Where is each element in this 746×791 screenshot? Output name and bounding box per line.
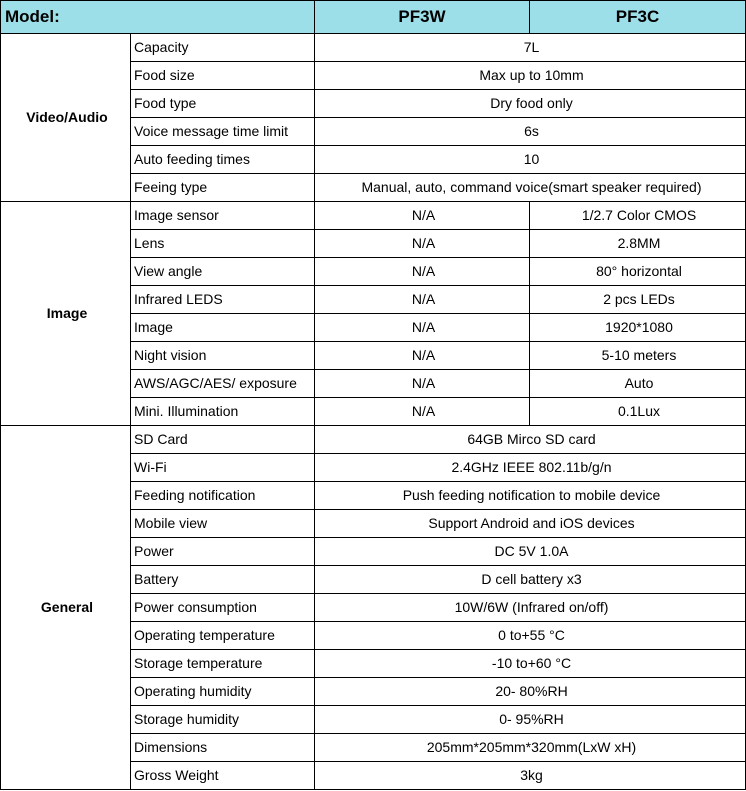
spec-label: SD Card	[131, 426, 315, 454]
spec-value: 7L	[315, 34, 746, 62]
model-label: Model:	[1, 1, 315, 34]
pf3c-value: 1/2.7 Color CMOS	[530, 202, 746, 230]
spec-label: Food type	[131, 90, 315, 118]
spec-label: Power consumption	[131, 594, 315, 622]
column-header-pf3w: PF3W	[315, 1, 530, 34]
pf3c-value: 5-10 meters	[530, 342, 746, 370]
pf3c-value: 0.1Lux	[530, 398, 746, 426]
spec-value: D cell battery x3	[315, 566, 746, 594]
spec-label: Auto feeding times	[131, 146, 315, 174]
spec-label: Battery	[131, 566, 315, 594]
spec-value: 205mm*205mm*320mm(LxW xH)	[315, 734, 746, 762]
column-header-pf3c: PF3C	[530, 1, 746, 34]
spec-label: Dimensions	[131, 734, 315, 762]
spec-value: Dry food only	[315, 90, 746, 118]
header-row	[1, 1, 746, 34]
spec-label: Storage humidity	[131, 706, 315, 734]
spec-value: 0 to+55 °C	[315, 622, 746, 650]
pf3w-value: N/A	[315, 258, 530, 286]
spec-value: Push feeding notification to mobile device	[315, 482, 746, 510]
spec-value: Support Android and iOS devices	[315, 510, 746, 538]
pf3c-value: Auto	[530, 370, 746, 398]
spec-label: Image	[131, 314, 315, 342]
spec-label: Operating temperature	[131, 622, 315, 650]
spec-value: 10	[315, 146, 746, 174]
spec-value: DC 5V 1.0A	[315, 538, 746, 566]
pf3w-value: N/A	[315, 286, 530, 314]
spec-value: 64GB Mirco SD card	[315, 426, 746, 454]
pf3w-value: N/A	[315, 370, 530, 398]
table-row	[1, 34, 746, 62]
spec-value: -10 to+60 °C	[315, 650, 746, 678]
spec-value: 20- 80%RH	[315, 678, 746, 706]
spec-label: Storage temperature	[131, 650, 315, 678]
pf3c-value: 80° horizontal	[530, 258, 746, 286]
spec-label: Lens	[131, 230, 315, 258]
spec-value: Max up to 10mm	[315, 62, 746, 90]
pf3w-value: N/A	[315, 314, 530, 342]
table-row	[1, 202, 746, 230]
spec-label: Mini. Illumination	[131, 398, 315, 426]
pf3c-value: 2 pcs LEDs	[530, 286, 746, 314]
pf3c-value: 2.8MM	[530, 230, 746, 258]
spec-label: Mobile view	[131, 510, 315, 538]
spec-label: Night vision	[131, 342, 315, 370]
spec-label: Voice message time limit	[131, 118, 315, 146]
pf3w-value: N/A	[315, 342, 530, 370]
spec-label: Feeing type	[131, 174, 315, 202]
group-video-audio: Video/Audio	[1, 34, 131, 202]
spec-label: Operating humidity	[131, 678, 315, 706]
spec-label: AWS/AGC/AES/ exposure	[131, 370, 315, 398]
spec-value: Manual, auto, command voice(smart speaker required)	[315, 174, 746, 202]
spec-label: Wi-Fi	[131, 454, 315, 482]
spec-label: Power	[131, 538, 315, 566]
spec-label: View angle	[131, 258, 315, 286]
spec-label: Gross Weight	[131, 762, 315, 790]
spec-value: 6s	[315, 118, 746, 146]
pf3w-value: N/A	[315, 230, 530, 258]
spec-label: Infrared LEDS	[131, 286, 315, 314]
spec-value: 10W/6W (Infrared on/off)	[315, 594, 746, 622]
spec-label: Food size	[131, 62, 315, 90]
spec-value: 0- 95%RH	[315, 706, 746, 734]
pf3c-value: 1920*1080	[530, 314, 746, 342]
spec-value: 2.4GHz IEEE 802.11b/g/n	[315, 454, 746, 482]
group-general: General	[1, 426, 131, 790]
pf3w-value: N/A	[315, 202, 530, 230]
spec-label: Capacity	[131, 34, 315, 62]
spec-label: Image sensor	[131, 202, 315, 230]
table-row	[1, 426, 746, 454]
group-image: Image	[1, 202, 131, 426]
pf3w-value: N/A	[315, 398, 530, 426]
spec-label: Feeding notification	[131, 482, 315, 510]
spec-value: 3kg	[315, 762, 746, 790]
